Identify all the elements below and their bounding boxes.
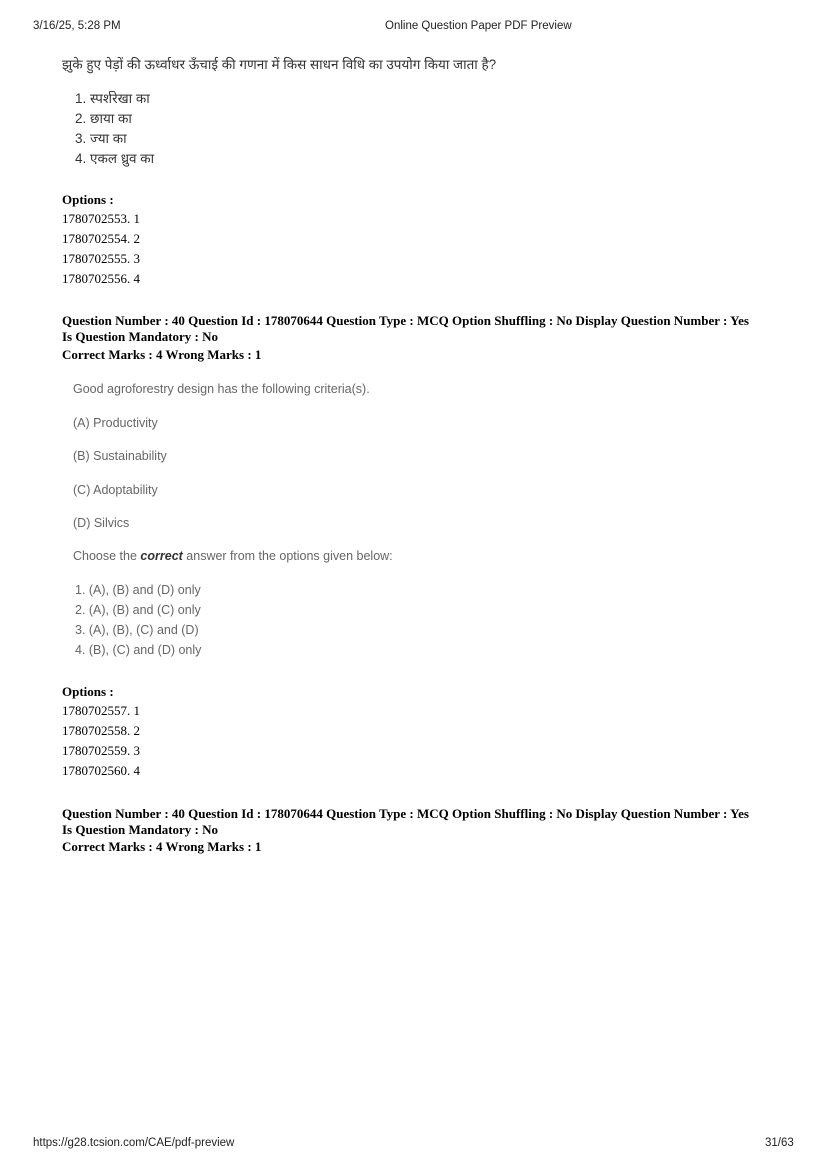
option-item: 1780702556. 4 <box>62 271 140 286</box>
question-text: Good agroforestry design has the following criteria(s). <box>73 382 370 396</box>
instruction-text: Choose the correct answer from the options given below: <box>73 549 393 563</box>
page-url: https://g28.tcsion.com/CAE/pdf-preview <box>33 1137 235 1149</box>
choice-item: 4. (B), (C) and (D) only <box>75 643 202 657</box>
choice-item: 3. (A), (B), (C) and (D) <box>75 623 199 637</box>
question-meta-line: Question Number : 40 Question Id : 178070644 Question Type : MCQ Option Shuffling : No Display Question Number : Yes <box>62 806 749 821</box>
choice-item: 2. छाया का <box>75 111 132 126</box>
print-datetime: 3/16/25, 5:28 PM <box>33 20 121 32</box>
question-meta-line: Question Number : 40 Question Id : 178070644 Question Type : MCQ Option Shuffling : No Display Question Number : Yes <box>62 313 749 328</box>
choice-item: 1. स्पर्शरेखा का <box>75 91 150 106</box>
question-marks: Correct Marks : 4 Wrong Marks : 1 <box>62 347 262 362</box>
options-label: Options : <box>62 192 114 207</box>
criteria-item: (C) Adoptability <box>73 483 158 497</box>
question-mandatory: Is Question Mandatory : No <box>62 329 219 344</box>
document-title: Online Question Paper PDF Preview <box>385 20 572 32</box>
criteria-item: (D) Silvics <box>73 516 130 530</box>
choice-item: 1. (A), (B) and (D) only <box>75 583 201 597</box>
option-item: 1780702559. 3 <box>62 743 140 758</box>
choice-item: 4. एकल ध्रुव का <box>75 151 155 166</box>
criteria-item: (B) Sustainability <box>73 449 167 463</box>
question-marks: Correct Marks : 4 Wrong Marks : 1 <box>62 839 262 854</box>
option-item: 1780702558. 2 <box>62 723 140 738</box>
option-item: 1780702553. 1 <box>62 211 140 226</box>
option-item: 1780702560. 4 <box>62 763 140 778</box>
options-label: Options : <box>62 684 114 699</box>
choice-item: 2. (A), (B) and (C) only <box>75 603 201 617</box>
option-item: 1780702557. 1 <box>62 703 140 718</box>
question-mandatory: Is Question Mandatory : No <box>62 822 219 837</box>
question-text: झुके हुए पेड़ों की ऊर्ध्वाधर ऊँचाई की गणना में किस साधन विधि का उपयोग किया जाता है? <box>62 57 497 72</box>
page-number: 31/63 <box>765 1137 794 1149</box>
option-item: 1780702555. 3 <box>62 251 140 266</box>
choice-item: 3. ज्या का <box>75 131 127 146</box>
criteria-item: (A) Productivity <box>73 416 158 430</box>
option-item: 1780702554. 2 <box>62 231 140 246</box>
